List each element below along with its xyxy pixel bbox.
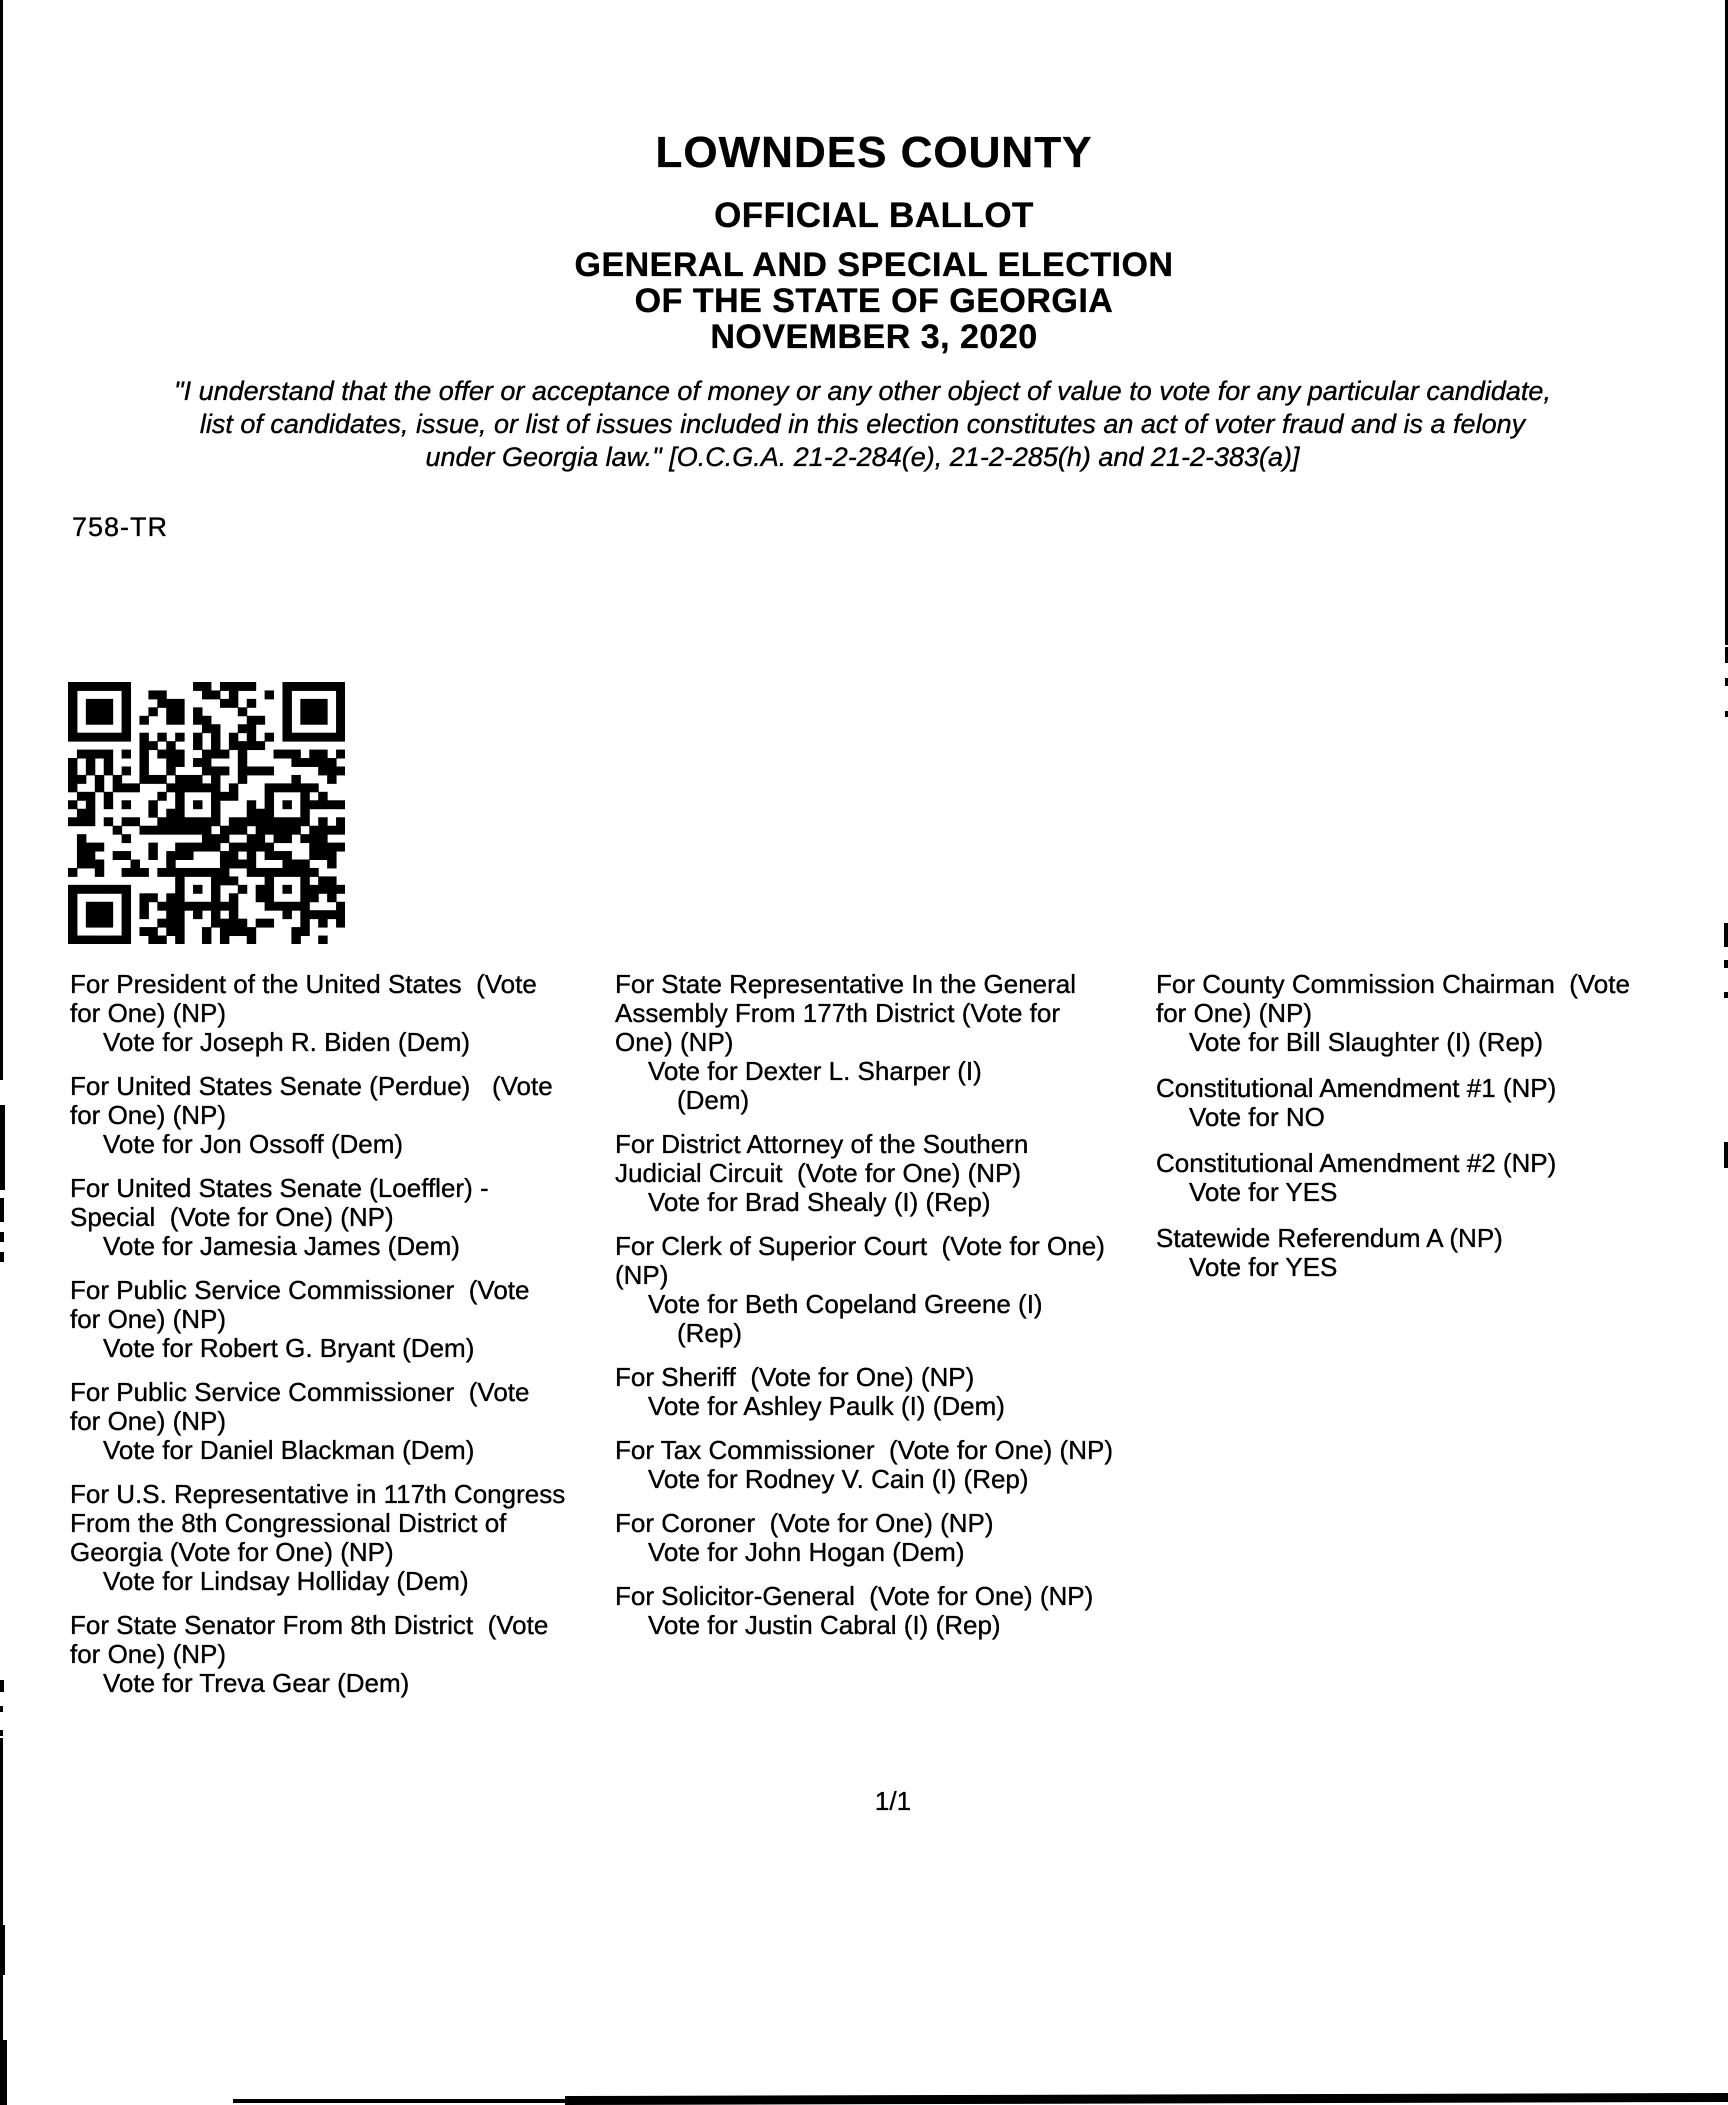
contest-title-line: Special (Vote for One) (NP) — [70, 1202, 394, 1232]
scan-edge-left-line — [0, 0, 3, 1080]
vote-instruction-line: Vote for Brad Shealy (I) (Rep) — [648, 1187, 991, 1217]
contest-title-line: Constitutional Amendment #2 (NP) — [1156, 1148, 1557, 1178]
contest-title-line: Assembly From 177th District (Vote for — [615, 998, 1061, 1028]
contest-title-line: For Public Service Commissioner (Vote — [70, 1377, 530, 1407]
vote-instruction-line: Vote for Jon Ossoff (Dem) — [103, 1129, 404, 1159]
contest-title-line: For U.S. Representative in 117th Congress — [70, 1479, 566, 1509]
contest-title-line: For County Commission Chairman (Vote — [1156, 969, 1630, 999]
qr-code-icon — [68, 682, 345, 944]
contest-title-line: For Tax Commissioner (Vote for One) (NP) — [615, 1435, 1113, 1465]
scan-edge-right-dash — [1724, 1142, 1728, 1168]
contest-title-line: Statewide Referendum A (NP) — [1156, 1223, 1503, 1253]
scan-edge-left-dash — [0, 1730, 3, 1736]
contest-title-line: From the 8th Congressional District of — [70, 1508, 507, 1538]
scan-edge-left-wedge — [0, 2040, 7, 2105]
contest-title-line: for One) (NP) — [70, 998, 227, 1028]
contest-title-line: One) (NP) — [615, 1027, 734, 1057]
vote-instruction-line: (Dem) — [677, 1085, 750, 1115]
contest-title-line: For Public Service Commissioner (Vote — [70, 1275, 530, 1305]
contest-title-line: For Clerk of Superior Court (Vote for One) — [615, 1231, 1105, 1261]
contest-title-line: For President of the United States (Vote — [70, 969, 537, 999]
vote-instruction-line: Vote for Dexter L. Sharper (I) — [648, 1056, 982, 1086]
ballot-column-2 — [615, 970, 1175, 1655]
vote-instruction-line: Vote for YES — [1189, 1177, 1338, 1207]
contest-block — [70, 1174, 618, 1261]
contest-title-line: For State Senator From 8th District (Vote — [70, 1610, 549, 1640]
contest-title-line: For United States Senate (Perdue) (Vote — [70, 1071, 553, 1101]
contest-block — [70, 1378, 618, 1465]
scan-edge-left-dash — [0, 1706, 3, 1712]
contest-block — [70, 970, 618, 1057]
vote-instruction-line: Vote for Bill Slaughter (I) (Rep) — [1189, 1027, 1544, 1057]
scan-bottom-bar-thin — [233, 2099, 578, 2103]
scan-edge-left-dash — [0, 1680, 4, 1692]
vote-instruction-line: Vote for NO — [1189, 1102, 1325, 1132]
scan-edge-left-dash — [0, 1252, 4, 1262]
contest-block — [1156, 1074, 1701, 1132]
qr-code — [68, 682, 345, 944]
voter-fraud-notice-line-1: "I understand that the offer or acceptance of money or any other object of value to vote for any particular candidate, — [174, 376, 1551, 406]
voter-fraud-notice-line-2: list of candidates, issue, or list of issues included in this election constitutes an act of voter fraud and is a felony — [199, 409, 1526, 439]
contest-title-line: For Sheriff (Vote for One) (NP) — [615, 1362, 975, 1392]
contest-block — [615, 1363, 1175, 1421]
scan-edge-right-dash — [1724, 960, 1728, 968]
contest-block — [615, 1130, 1175, 1217]
contest-block — [70, 1611, 618, 1698]
vote-instruction-line: Vote for Joseph R. Biden (Dem) — [103, 1027, 471, 1057]
scan-edge-left-dash — [0, 1198, 4, 1222]
contest-title-line: for One) (NP) — [1156, 998, 1313, 1028]
vote-instruction-line: Vote for John Hogan (Dem) — [648, 1537, 965, 1567]
contest-block — [1156, 1149, 1701, 1207]
vote-instruction-line: Vote for Justin Cabral (I) (Rep) — [648, 1610, 1001, 1640]
contest-block — [615, 1436, 1175, 1494]
vote-instruction-line: Vote for Daniel Blackman (Dem) — [103, 1435, 475, 1465]
contest-title-line: For United States Senate (Loeffler) - — [70, 1173, 489, 1203]
contest-title-line: Judicial Circuit (Vote for One) (NP) — [615, 1158, 1022, 1188]
contest-title-line: For District Attorney of the Southern — [615, 1129, 1029, 1159]
election-title — [20, 247, 1728, 355]
vote-instruction-line: Vote for Ashley Paulk (I) (Dem) — [648, 1391, 1005, 1421]
vote-instruction-line: Vote for YES — [1189, 1252, 1338, 1282]
vote-instruction-line: Vote for Lindsay Holliday (Dem) — [103, 1566, 469, 1596]
scan-edge-right-dash — [1724, 992, 1728, 998]
ballot-column-3 — [1156, 970, 1701, 1299]
contest-block — [615, 1582, 1175, 1640]
contest-block — [1156, 970, 1701, 1057]
election-title-line-1: GENERAL AND SPECIAL ELECTION — [574, 246, 1174, 284]
contest-block — [615, 1232, 1175, 1348]
scan-edge-left-blob — [0, 1925, 5, 1975]
vote-instruction-line: Vote for Jamesia James (Dem) — [103, 1231, 460, 1261]
scan-bottom-bar — [565, 2093, 1728, 2105]
vote-instruction-line: Vote for Treva Gear (Dem) — [103, 1668, 410, 1698]
contest-title-line: For Solicitor-General (Vote for One) (NP) — [615, 1581, 1094, 1611]
county-title: LOWNDES COUNTY — [655, 128, 1093, 177]
contest-title-line: Constitutional Amendment #1 (NP) — [1156, 1073, 1557, 1103]
contest-block — [1156, 1224, 1701, 1282]
contest-title-line: for One) (NP) — [70, 1304, 227, 1334]
election-title-line-3: NOVEMBER 3, 2020 — [710, 318, 1038, 356]
contest-title-line: for One) (NP) — [70, 1100, 227, 1130]
precinct-code: 758-TR — [72, 512, 169, 542]
page-number: 1/1 — [874, 1786, 912, 1816]
contest-block — [70, 1072, 618, 1159]
ballot-column-1 — [70, 970, 618, 1713]
election-title-line-2: OF THE STATE OF GEORGIA — [634, 282, 1114, 320]
contest-block — [615, 970, 1175, 1115]
contest-title-line: For Coroner (Vote for One) (NP) — [615, 1508, 994, 1538]
contest-title-line: For State Representative In the General — [615, 969, 1077, 999]
contest-title-line: for One) (NP) — [70, 1639, 227, 1669]
contest-title-line: Georgia (Vote for One) (NP) — [70, 1537, 394, 1567]
scan-edge-left-dash — [0, 1232, 4, 1242]
vote-instruction-line: Vote for Beth Copeland Greene (I) — [648, 1289, 1043, 1319]
vote-instruction-line: Vote for Rodney V. Cain (I) (Rep) — [648, 1464, 1029, 1494]
vote-instruction-line: Vote for Robert G. Bryant (Dem) — [103, 1333, 475, 1363]
contest-title-line: for One) (NP) — [70, 1406, 227, 1436]
contest-title-line: (NP) — [615, 1260, 669, 1290]
contest-block — [70, 1276, 618, 1363]
voter-fraud-notice — [30, 375, 1695, 474]
contest-block — [70, 1480, 618, 1596]
contest-block — [615, 1509, 1175, 1567]
vote-instruction-line: (Rep) — [677, 1318, 743, 1348]
scan-edge-left-dash — [0, 1105, 5, 1190]
scan-edge-right-dash — [1724, 923, 1728, 947]
ballot-type-title: OFFICIAL BALLOT — [714, 196, 1034, 235]
voter-fraud-notice-line-3: under Georgia law." [O.C.G.A. 21-2-284(e), 21-2-285(h) and 21-2-383(a)] — [425, 442, 1300, 472]
